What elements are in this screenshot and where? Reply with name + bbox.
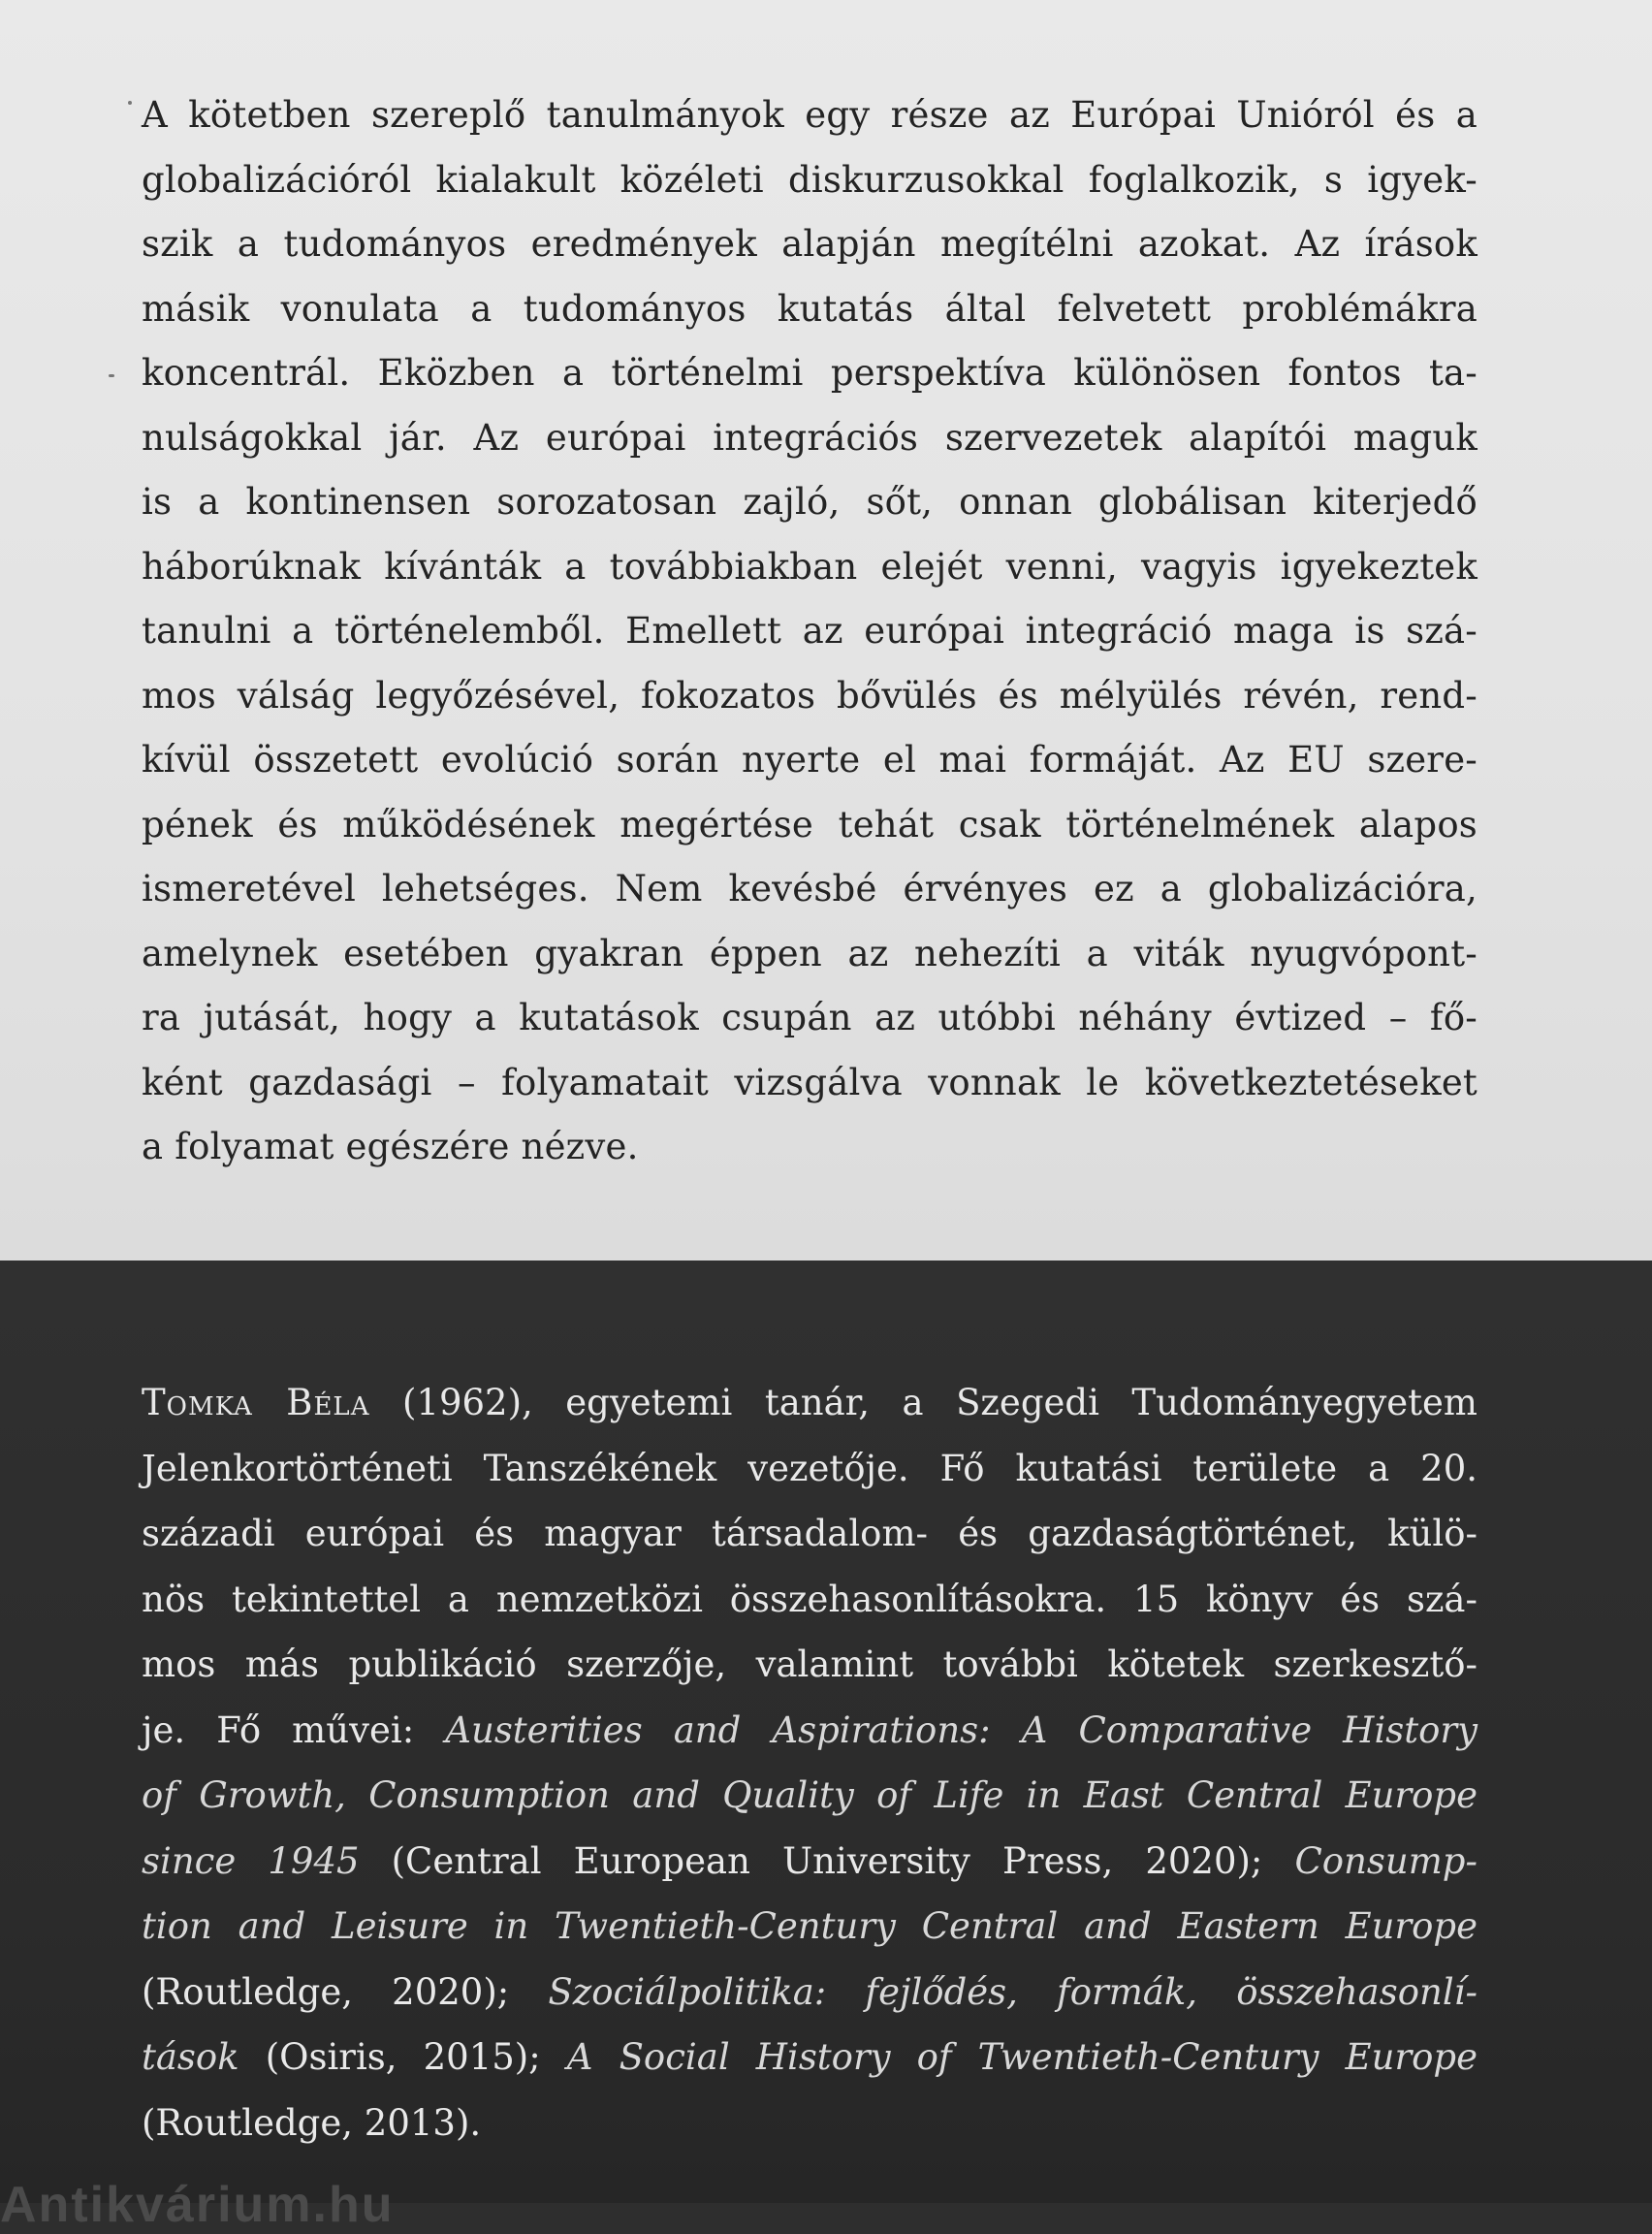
blurb-line: kívül összetett evolúció során nyerte el mai formáját. Az EU szere- xyxy=(142,739,1477,781)
bio-line xyxy=(142,1763,1477,1829)
blurb-line: ra jutását, hogy a kutatások csupán az utóbbi néhány évtized – fő- xyxy=(142,997,1477,1038)
blurb-line: is a kontinensen sorozatosan zajló, sőt, onnan globálisan kiterjedő xyxy=(142,481,1477,523)
blurb-line: amelynek esetében gyakran éppen az nehezíti a viták nyugvópont- xyxy=(142,932,1477,974)
bio-line xyxy=(142,1894,1477,1960)
bio-line xyxy=(142,1829,1477,1895)
bio-line: századi európai és magyar társadalom- és gazdaságtörténet, külö- xyxy=(142,1513,1477,1554)
book-title: Consump- xyxy=(1294,1839,1477,1882)
blurb-line: tanulni a történelemből. Emellett az európai integráció maga is szá- xyxy=(142,610,1477,652)
print-mark xyxy=(128,101,132,105)
blurb-line: a folyamat egészére nézve. xyxy=(142,1126,639,1167)
book-title: since 1945 xyxy=(142,1839,360,1882)
book-publisher: (Osiris, 2015); xyxy=(238,2036,567,2078)
blurb-line: ismeretével lehetséges. Nem kevésbé érvényes ez a globalizációra, xyxy=(142,868,1477,910)
book-publisher: (Central European University Press, 2020); xyxy=(359,1839,1295,1882)
print-mark xyxy=(109,374,114,377)
book-title: Austerities and Aspirations: A Comparative History xyxy=(445,1708,1477,1751)
blurb-line: háborúknak kívánták a továbbiakban elejét venni, vagyis igyekeztek xyxy=(142,545,1477,588)
blurb-text xyxy=(142,83,1477,1180)
author-bio-panel xyxy=(0,1261,1652,2203)
bio-text: je. Fő művei: xyxy=(142,1708,446,1751)
bio-line: Jelenkortörténeti Tanszékének vezetője. Fő kutatási területe a 20. xyxy=(142,1447,1477,1489)
bio-line xyxy=(142,2025,1477,2090)
author-bio-text xyxy=(142,1370,1477,2155)
book-title: tion and Leisure in Twentieth-Century Central and Eastern Europe xyxy=(142,1905,1477,1947)
bio-line: nös tekintettel a nemzetközi összehasonlításokra. 15 könyv és szá- xyxy=(142,1578,1477,1620)
blurb-line: globalizációról kialakult közéleti diskurzusokkal foglalkozik, s igyek- xyxy=(142,158,1477,201)
blurb-line: másik vonulata a tudományos kutatás által felvetett problémákra xyxy=(142,287,1477,330)
book-publisher: (Routledge, 2020); xyxy=(142,1970,549,2013)
blurb-line: pének és működésének megértése tehát csak történelmének alapos xyxy=(142,803,1477,846)
blurb-line: ként gazdasági – folyamatait vizsgálva vonnak le következtetéseket xyxy=(142,1061,1477,1103)
blurb-line: nulságokkal jár. Az európai integrációs szervezetek alapítói maguk xyxy=(142,416,1477,459)
blurb-line: szik a tudományos eredmények alapján megítélni azokat. Az írások xyxy=(142,223,1477,265)
bio-text: (1962), egyetemi tanár, a Szegedi Tudományegyetem xyxy=(369,1382,1477,1423)
bio-line xyxy=(142,1370,1477,1436)
bio-line: mos más publikáció szerzője, valamint további kötetek szerkesztő- xyxy=(142,1644,1477,1685)
bio-line xyxy=(142,1698,1477,1764)
blurb-line: mos válság legyőzésével, fokozatos bővülés és mélyülés révén, rend- xyxy=(142,674,1477,717)
book-title: Szociálpolitika: fejlődés, formák, összehasonlí- xyxy=(548,1970,1477,2013)
author-name: Tomka Béla xyxy=(142,1382,370,1423)
book-title: A Social History of Twentieth-Century Europe xyxy=(566,2036,1477,2078)
blurb-line: A kötetben szereplő tanulmányok egy része az Európai Unióról és a xyxy=(142,94,1477,136)
blurb-line: koncentrál. Eközben a történelmi perspektíva különösen fontos ta- xyxy=(142,352,1477,394)
book-title: of Growth, Consumption and Quality of Life in East Central Europe xyxy=(142,1774,1477,1816)
bio-line xyxy=(142,1960,1477,2026)
book-title: tások xyxy=(142,2036,239,2078)
watermark: Antikvárium.hu xyxy=(0,2177,395,2233)
bio-line: (Routledge, 2013). xyxy=(142,2101,482,2144)
